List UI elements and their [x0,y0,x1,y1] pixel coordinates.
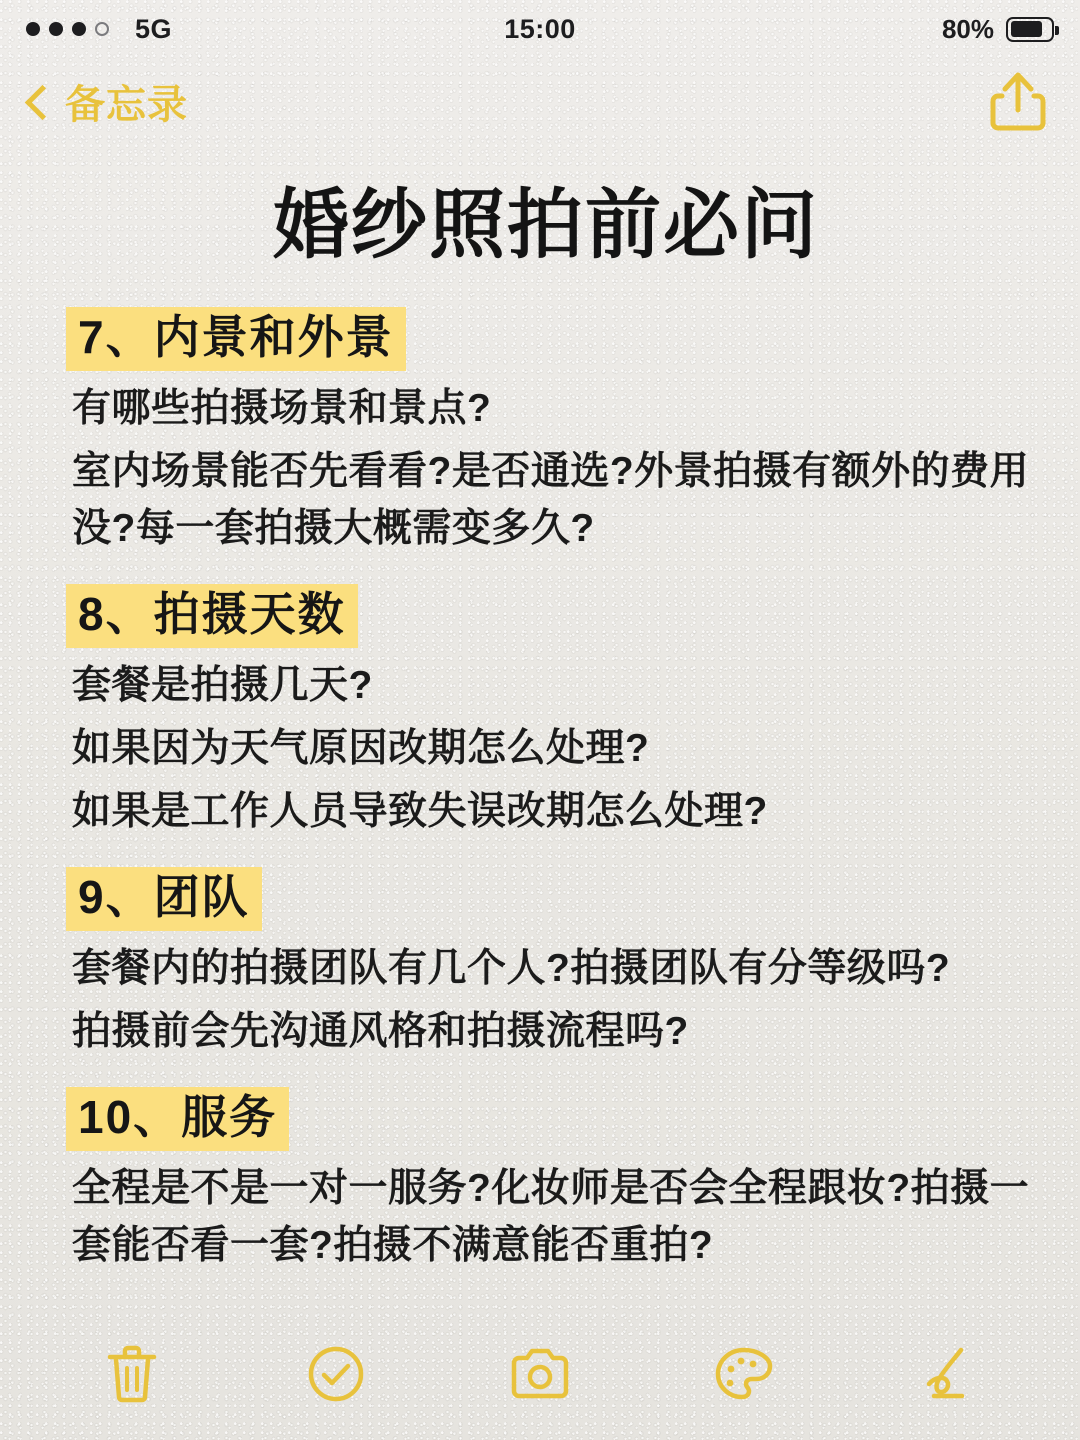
status-clock: 15:00 [504,13,576,44]
back-button[interactable] [30,73,188,130]
battery-icon [1006,17,1054,42]
network-type-label: 5G [135,13,173,44]
chevron-left-icon [25,84,60,119]
section-body [72,941,1036,1061]
trash-icon [105,1344,159,1404]
section-body [72,1161,1036,1275]
section-heading: 9、团队 [66,867,262,931]
status-bar [0,0,1080,58]
checkmark-circle-icon [307,1345,365,1403]
delete-button[interactable] [89,1331,175,1417]
palette-icon [714,1345,774,1403]
markup-button[interactable] [701,1331,787,1417]
section-body [72,658,1036,841]
camera-icon [509,1347,571,1401]
battery-percent-label: 80% [941,13,994,44]
checklist-button[interactable] [293,1331,379,1417]
note-content [0,144,1080,1275]
navigation-bar [0,58,1080,144]
share-icon [990,70,1046,132]
section-line: 有哪些拍摄场景和景点? [72,387,492,431]
note-title: 婚纱照拍前必问 [273,183,819,268]
share-button[interactable] [990,70,1046,132]
section-line: 室内场景能否先看看?是否通选?外景拍摄有额外的费用没?每一套拍摄大概需变多久? [72,450,1030,550]
note-section-9 [56,867,1036,1061]
note-section-7 [56,307,1036,558]
section-line: 拍摄前会先沟通风格和拍摄流程吗? [72,1009,689,1053]
pen-icon [921,1344,975,1404]
bottom-toolbar [0,1320,1080,1440]
section-body [72,381,1036,558]
note-section-10 [56,1087,1036,1275]
section-heading: 10、服务 [66,1087,289,1151]
section-heading: 7、内景和外景 [66,307,406,371]
section-heading: 8、拍摄天数 [66,584,358,648]
section-line: 套餐是拍摄几天? [72,664,373,708]
note-section-8 [56,584,1036,841]
section-line: 如果是工作人员导致失误改期怎么处理? [72,789,768,833]
section-line: 全程是不是一对一服务?化妆师是否会全程跟妆?拍摄一套能否看一套?拍摄不满意能否重拍? [72,1166,1030,1267]
handwriting-button[interactable] [905,1331,991,1417]
section-line: 如果因为天气原因改期怎么处理? [72,726,650,770]
back-button-label: 备忘录 [65,82,188,127]
camera-button[interactable] [497,1331,583,1417]
section-line: 套餐内的拍摄团队有几个人?拍摄团队有分等级吗? [72,946,951,990]
